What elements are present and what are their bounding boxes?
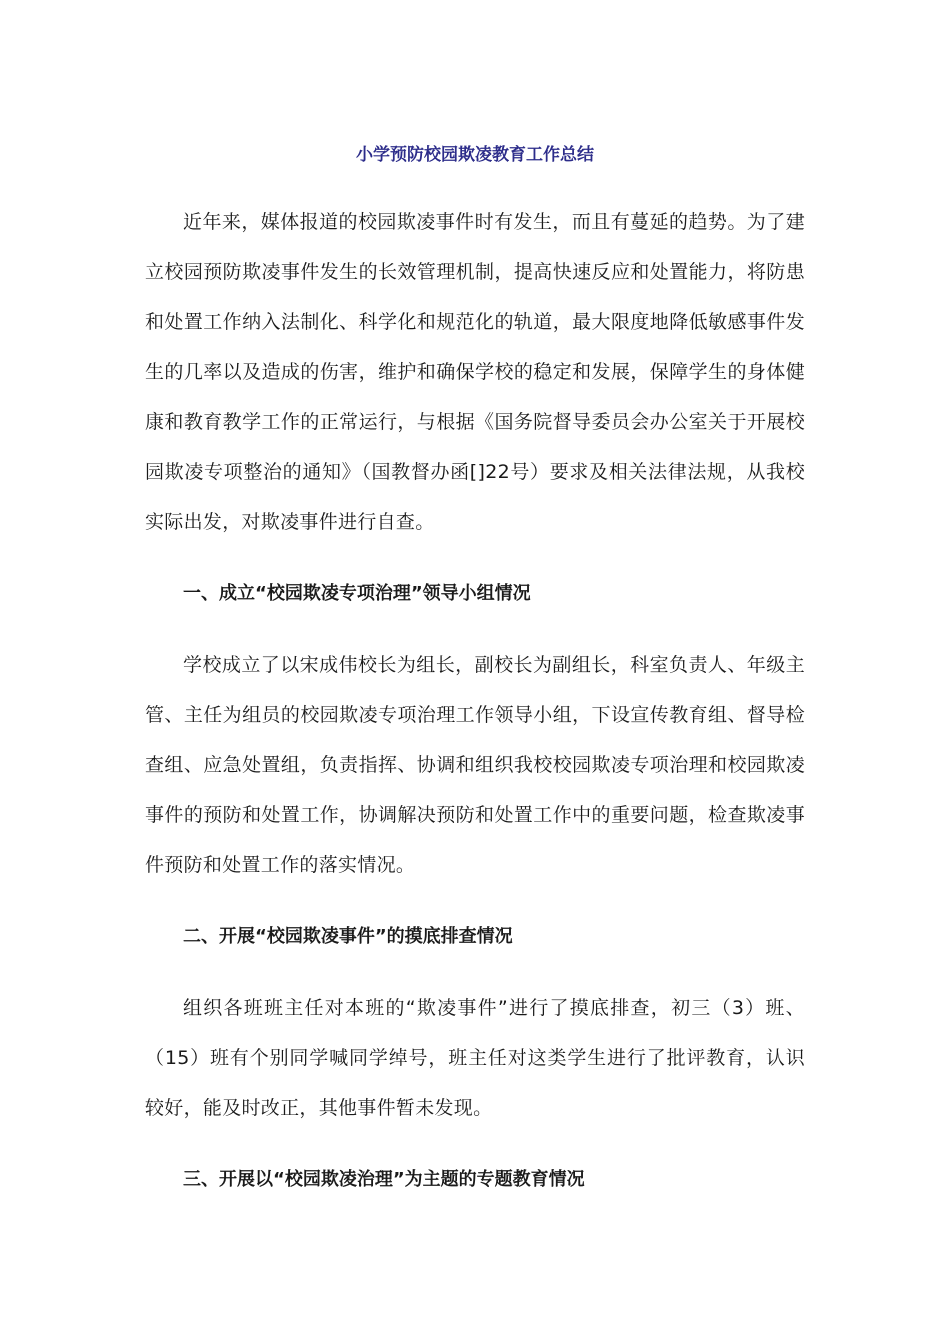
section-paragraph-2: 组织各班班主任对本班的“欺凌事件”进行了摸底排查，初三（3）班、（15）班有个别同学喊同学绰号，班主任对这类学生进行了批评教育，认识较好，能及时改正，其他事件暂未发现。	[145, 997, 805, 1119]
section-paragraph-1: 学校成立了以宋成伟校长为组长，副校长为副组长，科室负责人、年级主管、主任为组员的校园欺凌专项治理工作领导小组，下设宣传教育组、督导检查组、应急处置组，负责指挥、协调和组织我校校园欺凌专项治理和校园欺凌事件的预防和处置工作，协调解决预防和处置工作中的重要问题，检查欺凌事件预防和处置工作的落实情况。	[145, 654, 805, 876]
section-heading-3: 三、开展以“校园欺凌治理”为主题的专题教育情况	[183, 1169, 585, 1190]
intro-paragraph: 近年来，媒体报道的校园欺凌事件时有发生，而且有蔓延的趋势。为了建立校园预防欺凌事件发生的长效管理机制，提高快速反应和处置能力，将防患和处置工作纳入法制化、科学化和规范化的轨道，最大限度地降低敏感事件发生的几率以及造成的伤害，维护和确保学校的稳定和发展，保障学生的身体健康和教育教学工作的正常运行，与根据《国务院督导委员会办公室关于开展校园欺凌专项整治的通知》（国教督办函[]22号）要求及相关法律法规，从我校实际出发，对欺凌事件进行自查。	[145, 211, 805, 533]
section-heading-1: 一、成立“校园欺凌专项治理”领导小组情况	[183, 583, 531, 604]
section-heading-2: 二、开展“校园欺凌事件”的摸底排查情况	[183, 926, 513, 947]
document-title: 小学预防校园欺凌教育工作总结	[356, 145, 594, 165]
